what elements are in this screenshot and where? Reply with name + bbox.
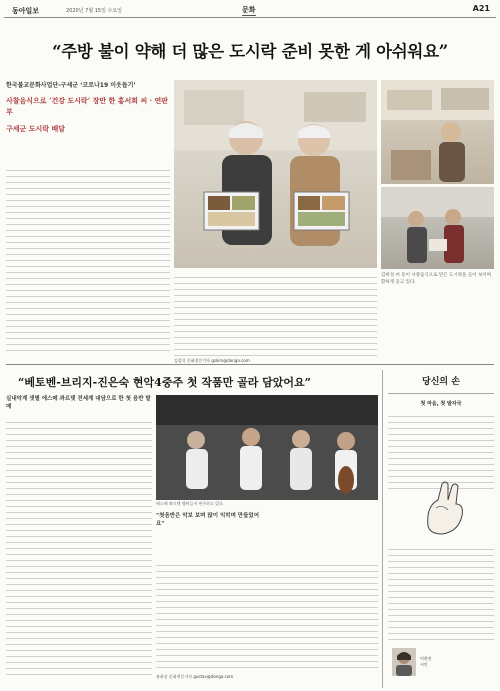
body-text-block xyxy=(156,560,378,672)
feature-credit: 한국불교문화사업단-구세군 ‘코로나19 이웃돕기’ xyxy=(6,82,136,89)
string-quartet-photo xyxy=(156,395,378,500)
kitchen-staff-photo xyxy=(381,80,494,184)
opinion-column xyxy=(388,374,494,491)
section-name: 문화 xyxy=(242,6,256,14)
feature-lead-2: 구세군 도시락 배달 xyxy=(6,124,65,133)
bottom-kicker: 실내악계 샛별 에스메 콰르텟 전세계 대담으로 한 첫 음반 발매 xyxy=(6,396,151,410)
author-name: 이현진 xyxy=(420,656,432,661)
feature-lead-1: 사찰음식으로 ‘건강 도시락’ 장만 한 홍서희 씨 · 연판부 xyxy=(6,96,169,116)
bottom-quote-box xyxy=(156,512,261,557)
bottom-photo-art xyxy=(156,395,378,500)
section-divider xyxy=(6,364,494,365)
bottom-article-mid xyxy=(156,560,378,680)
masthead xyxy=(4,2,496,18)
main-photo-art xyxy=(174,80,377,268)
body-text-block xyxy=(6,165,170,355)
author-portrait xyxy=(392,648,416,676)
author-title: 시인 xyxy=(420,662,428,667)
opinion-column-body-lower xyxy=(388,544,494,644)
bottom-byline: 유윤종 문화전문기자 gustav@donga.com xyxy=(156,674,234,679)
side-photo-top-art xyxy=(381,80,494,184)
hand-illustration-art xyxy=(418,476,472,540)
body-text-block xyxy=(6,417,152,679)
bottom-article-left xyxy=(6,395,152,679)
page-number: A21 xyxy=(472,4,490,13)
two-people-holding-lunchboxes-photo xyxy=(174,80,377,268)
column-subtitle: 첫 마음, 첫 발자국 xyxy=(420,401,462,407)
body-text-block xyxy=(174,272,377,356)
author-info xyxy=(420,656,432,668)
bottom-quote: “첫음반은 악보 보며 많이 익히며 만들었어요” xyxy=(156,513,260,527)
feature-photo-caption: 김희성 씨 등이 사찰음식으로 만든 도시락을 들어 보이며 환하게 웃고 있다. xyxy=(381,273,491,285)
body-text-block xyxy=(388,544,494,644)
author-portrait-art xyxy=(392,648,416,676)
column-divider xyxy=(382,370,383,688)
hand-illustration xyxy=(418,476,472,540)
delivery-photo xyxy=(381,187,494,269)
feature-byline: 김갑식 문화전문기자 gskim@donga.com xyxy=(174,358,250,363)
feature-subhead xyxy=(6,80,170,134)
column-title: 당신의 손 xyxy=(388,374,494,394)
page-headline: “주방 불이 약해 더 많은 도시락 준비 못한 게 아쉬워요” xyxy=(52,42,448,61)
feature-body-left xyxy=(6,165,170,355)
side-photo-bottom-art xyxy=(381,187,494,269)
newspaper-logo: 동아일보 xyxy=(12,6,40,15)
feature-body-mid xyxy=(174,272,377,364)
bottom-headline: “베토벤-브리지-진은숙 현악4중주 첫 작품만 골라 담았어요” xyxy=(18,376,311,389)
issue-date: 2020년 7월 15일 수요일 xyxy=(66,8,123,14)
bottom-photo-caption: 에스메 콰르텟 멤버들이 연주하고 있다. xyxy=(156,501,225,506)
